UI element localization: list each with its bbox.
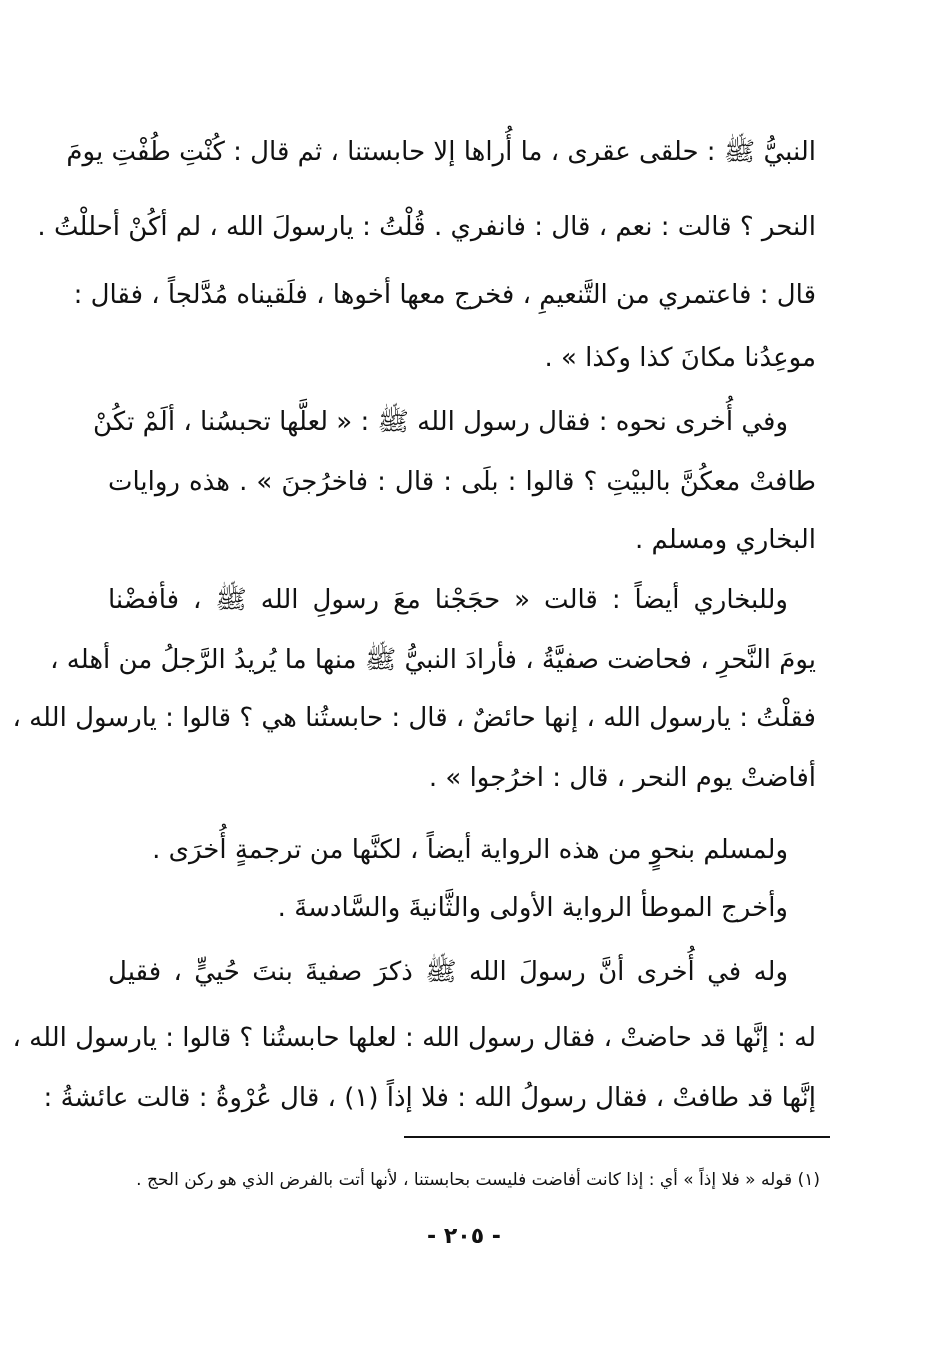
- text-line-5: وفي أُخرى نحوه : فقال رسول الله ﷺ : « لعلَّها تحبسُنا ، ألَمْ تكُنْ: [92, 407, 788, 437]
- footnote: (١) قوله « فلا إذاً » أي : إذا كانت أفاضت فليست بحابستنا ، لأنها أتت بالفرض الذي هو ركن الحج .: [136, 1170, 820, 1190]
- text-line-8: وللبخاري أيضاً : قالت « حجَجْنا معَ رسولِ الله ﷺ ، فأفضْنا: [108, 585, 788, 615]
- text-line-7: البخاري ومسلم .: [635, 525, 816, 555]
- text-line-1: النبيُّ ﷺ : حلقى عقرى ، ما أُراها إلا حابستنا ، ثم قال : كُنْتِ طُفْتِ يومَ: [66, 137, 816, 167]
- footnote-separator: [404, 1136, 830, 1138]
- text-line-6: طافتْ معكُنَّ بالبيْتِ ؟ قالوا : بلَى : قال : فاخرُجنَ » . هذه روايات: [108, 467, 816, 497]
- text-line-14: وله في أُخرى أنَّ رسولَ الله ﷺ ذكرَ صفيةَ بنتَ حُييٍّ ، فقيل: [108, 957, 788, 987]
- text-line-3: قال : فاعتمري من التَّنعيمِ ، فخرج معها أخوها ، فلَقيناه مُدَّلجاً ، فقال :: [73, 280, 816, 310]
- text-line-9: يومَ النَّحرِ ، فحاضت صفيَّةُ ، فأرادَ النبيُّ ﷺ منها ما يُريدُ الرَّجلُ من أهله ،: [50, 645, 816, 675]
- text-line-10: فقلْتُ : يارسول الله ، إنها حائضٌ ، قال : حابستُنا هي ؟ قالوا : يارسول الله ،: [12, 703, 816, 733]
- text-line-2: النحر ؟ قالت : نعم ، قال : فانفري . قُلْتُ : يارسولَ الله ، لم أكُنْ أحللْتُ .: [37, 212, 816, 242]
- text-line-4: موعِدُنا مكانَ كذا وكذا » .: [544, 343, 816, 373]
- text-line-16: إنَّها قد طافتْ ، فقال رسولُ الله : فلا إذاً (١) ، قال عُرْوةُ : قالت عائشةُ :: [43, 1083, 816, 1113]
- text-line-11: أفاضتْ يوم النحر ، قال : اخرُجوا » .: [428, 763, 816, 793]
- page-number: - ٢٠٥ -: [427, 1224, 501, 1249]
- text-line-13: وأخرج الموطأ الرواية الأولى والثَّانيةَ والسَّادسةَ .: [277, 893, 788, 923]
- text-line-15: له : إنَّها قد حاضتْ ، فقال رسول الله : لعلها حابستُنا ؟ قالوا : يارسول الله ،: [12, 1023, 816, 1053]
- text-line-12: ولمسلم بنحوٍ من هذه الرواية أيضاً ، لكنَّها من ترجمةٍ أُخرَى .: [152, 835, 788, 865]
